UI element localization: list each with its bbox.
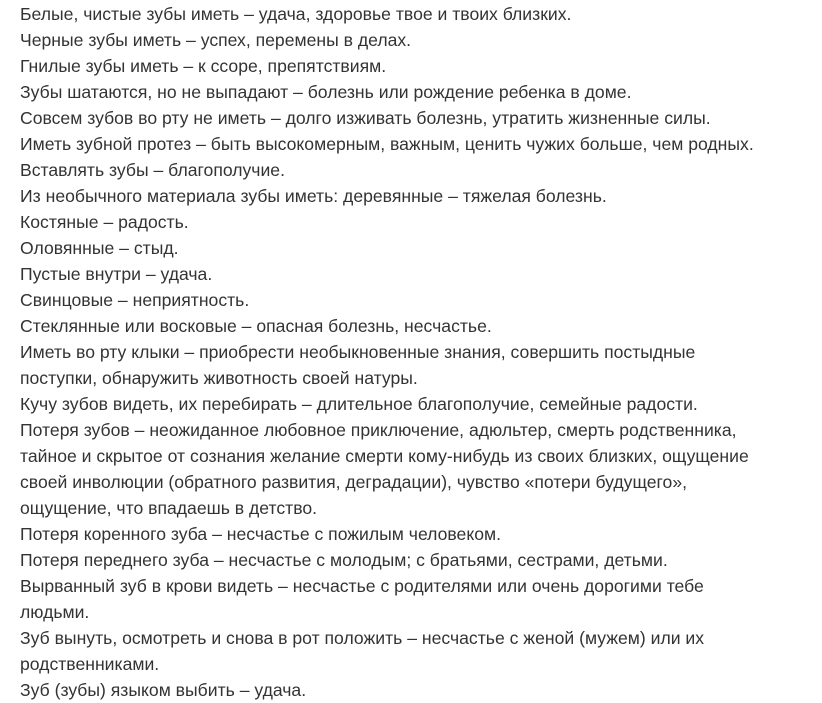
- text-line: Оловянные – стыд.: [20, 238, 179, 258]
- text-line: Иметь во рту клыки – приобрести необыкновенные знания, совершить постыдные: [20, 342, 696, 362]
- text-line: Пустые внутри – удача.: [20, 264, 213, 284]
- text-line: Потеря переднего зуба – несчастье с молодым; с братьями, сестрами, детьми.: [20, 550, 668, 570]
- text-line: Черные зубы иметь – успех, перемены в делах.: [20, 30, 412, 50]
- text-line: Зуб вынуть, осмотреть и снова в рот положить – несчастье с женой (мужем) или их: [20, 628, 705, 648]
- text-line: людьми.: [20, 602, 90, 622]
- text-line: ощущение, что впадаешь в детство.: [20, 498, 318, 518]
- text-line: Свинцовые – неприятность.: [20, 290, 250, 310]
- text-line: Из необычного материала зубы иметь: деревянные – тяжелая болезнь.: [20, 186, 607, 206]
- text-line: тайное и скрытое от сознания желание смерти кому-нибудь из своих близких, ощущение: [20, 446, 749, 466]
- text-line: Гнилые зубы иметь – к ссоре, препятствиям.: [20, 56, 387, 76]
- text-line: Стеклянные или восковые – опасная болезнь, несчастье.: [20, 316, 492, 336]
- text-line: поступки, обнаружить животность своей натуры.: [20, 368, 418, 388]
- text-line: Потеря зубов – неожиданное любовное приключение, адюльтер, смерть родственника,: [20, 420, 737, 440]
- text-line: Зуб (зубы) языком выбить – удача.: [20, 680, 307, 700]
- text-line: Кучу зубов видеть, их перебирать – длительное благополучие, семейные радости.: [20, 394, 698, 414]
- text-line: Костяные – радость.: [20, 212, 189, 232]
- text-line: Совсем зубов во рту не иметь – долго изживать болезнь, утратить жизненные силы.: [20, 108, 711, 128]
- text-line: Потеря коренного зуба – несчастье с пожилым человеком.: [20, 524, 501, 544]
- text-line: своей инволюции (обратного развития, деградации), чувство «потери будущего»,: [20, 472, 687, 492]
- text-line: Вставлять зубы – благополучие.: [20, 160, 285, 180]
- text-line: родственниками.: [20, 654, 160, 674]
- text-line: Вырванный зуб в крови видеть – несчастье с родителями или очень дорогими тебе: [20, 576, 704, 596]
- text-line: Зубы шатаются, но не выпадают – болезнь или рождение ребенка в доме.: [20, 82, 632, 102]
- dream-interpretation-text: [20, 0, 810, 703]
- text-line: Белые, чистые зубы иметь – удача, здоровье твое и твоих близких.: [20, 4, 572, 24]
- text-line: Иметь зубной протез – быть высокомерным, важным, ценить чужих больше, чем родных.: [20, 134, 754, 154]
